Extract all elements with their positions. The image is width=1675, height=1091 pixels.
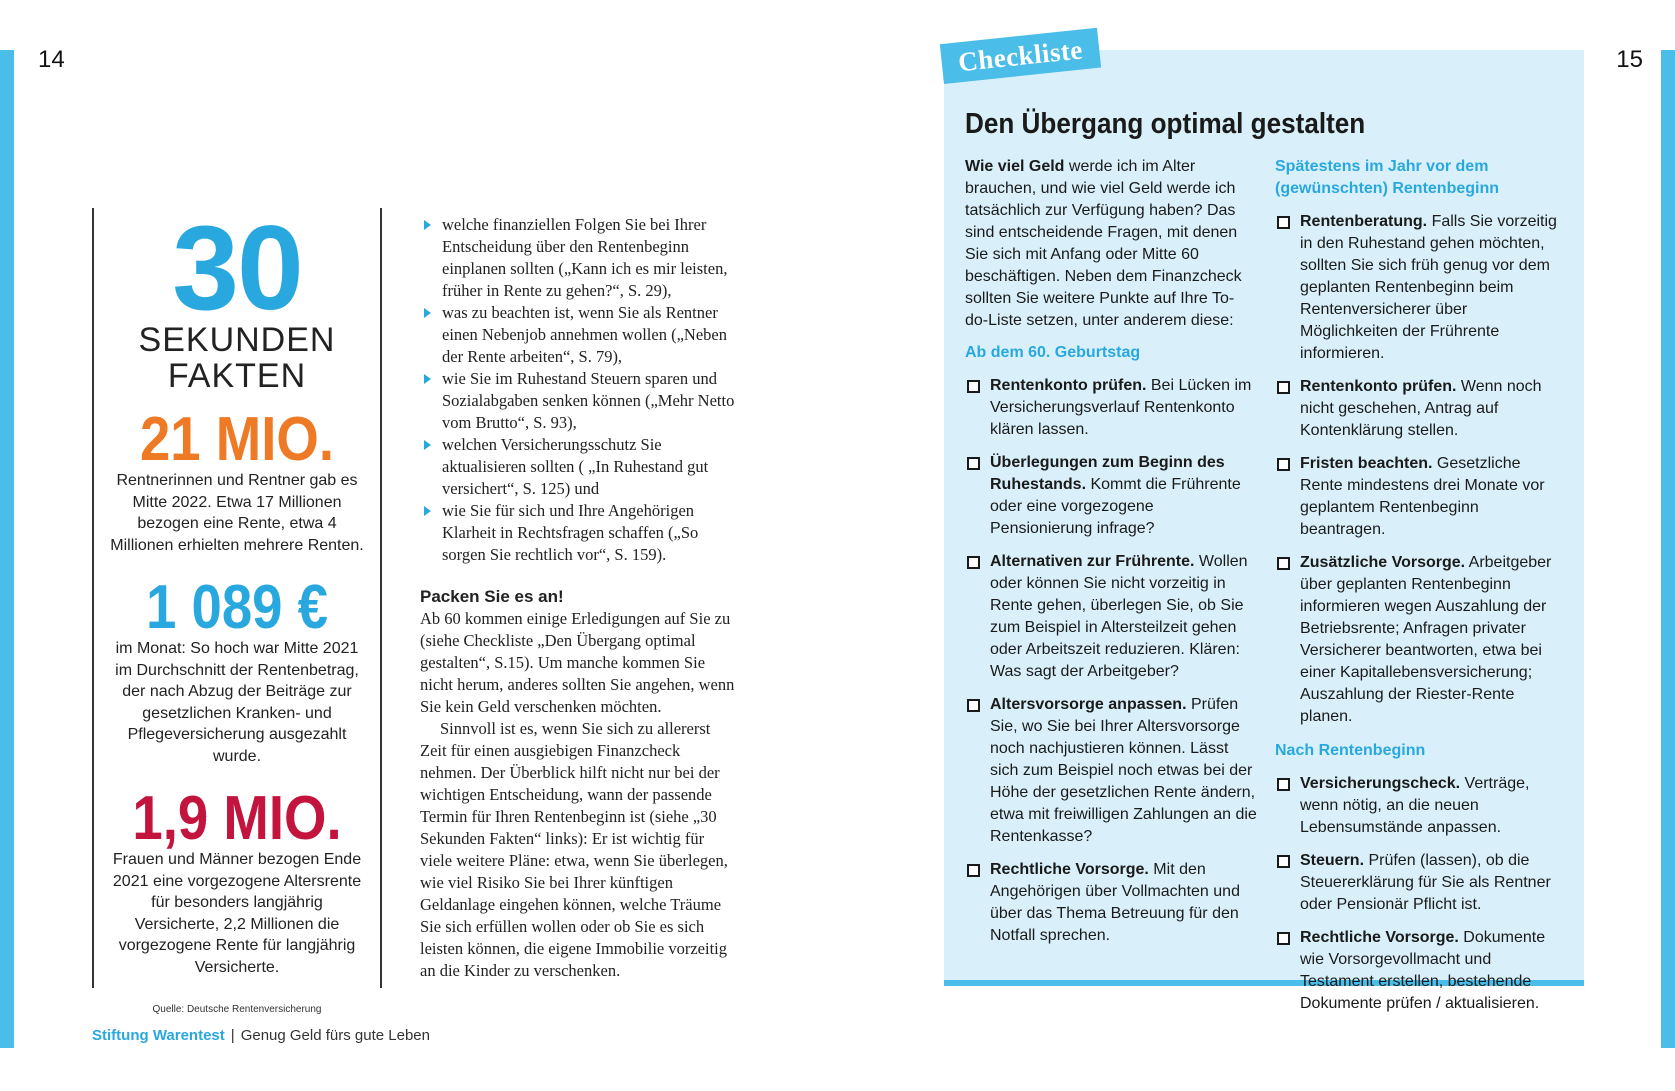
footer-brand: Stiftung Warentest xyxy=(92,1027,225,1044)
checklist-item: Rentenkonto prüfen. Bei Lücken im Versicherungsverlauf Rentenkonto klären lassen. xyxy=(965,375,1257,441)
page-number-right: 15 xyxy=(1616,46,1643,73)
checklist-item: Versicherungscheck. Verträge, wenn nötig, an die neuen Lebensumstände anpassen. xyxy=(1275,773,1565,839)
checkbox-icon xyxy=(1277,458,1290,471)
fact1-value: 21 MIO. xyxy=(139,405,335,474)
fact1-text: Rentnerinnen und Rentner gab es Mitte 2022. Etwa 17 Millionen bezogen eine Rente, etwa 4 Millionen erhielten mehrere Renten. xyxy=(110,472,364,554)
checkbox-icon xyxy=(1277,216,1290,229)
checklist-column-1 xyxy=(965,156,1257,947)
fact3-value: 1,9 MIO. xyxy=(132,784,342,853)
fact2-value: 1 089 € xyxy=(145,573,329,642)
paragraph-1: Ab 60 kommen einige Erledigungen auf Sie zu (siehe Checkliste „Den Übergang optimal gestalten“, S.15). Um manche kommen Sie nicht herum, anderes sollten Sie angehen, wenn Sie kein Geld verschenken möchten. xyxy=(420,609,735,716)
page-number-left: 14 xyxy=(38,46,65,73)
checklist-item: Rentenberatung. Falls Sie vorzeitig in den Ruhestand gehen möchten, sollten Sie sich früh genug vor dem geplanten Rentenbeginn beim Rentenversicherer über Möglichkeiten der Frührente informieren. xyxy=(1275,211,1565,365)
triangle-bullet-icon xyxy=(424,220,431,230)
list-item: welchen Versicherungsschutz Sie aktualisieren sollten ( „In Ruhestand gut versichert“, S. 125) und xyxy=(420,434,738,500)
checklist-intro: Wie viel Geld werde ich im Alter brauchen, und wie viel Geld werde ich tatsächlich zur Verfügung haben? Das sind entscheidende Fragen, mit denen Sie sich mit Anfang oder Mitte 60 beschäftigen. Neben dem Finanzcheck sollten Sie weitere Punkte auf Ihre To-do-Liste setzen, unter anderem diese: xyxy=(965,158,1242,329)
triangle-bullet-icon xyxy=(424,440,431,450)
checkbox-icon xyxy=(967,556,980,569)
fact3-text: Frauen und Männer bezogen Ende 2021 eine vorgezogene Altersrente für besonders langjährig Versicherte, 2,2 Millionen die vorgezogene Rente für langjährig Versicherte. xyxy=(112,851,362,976)
facts-heading-line1: SEKUNDEN xyxy=(138,321,336,359)
checklist-section-heading: Nach Rentenbeginn xyxy=(1275,742,1426,759)
checklist-item: Rechtliche Vorsorge. Dokumente wie Vorsorgevollmacht und Testament erstellen, bestehende Dokumente prüfen / aktualisieren. xyxy=(1275,927,1565,1015)
bullet-list xyxy=(420,214,738,566)
footer-separator: | xyxy=(230,1027,235,1044)
checkbox-icon xyxy=(1277,855,1290,868)
right-edge-bar xyxy=(1661,50,1675,1048)
facts-big-number: 30 xyxy=(172,201,302,335)
checkbox-icon xyxy=(1277,557,1290,570)
facts-heading-line2: FAKTEN xyxy=(167,357,307,395)
checklist-section-heading: Spätestens im Jahr vor dem (gewünschten) Rentenbeginn xyxy=(1275,158,1499,197)
checklist-item: Überlegungen zum Beginn des Ruhestands. Kommt die Frührente oder eine vorgezogene Pensionierung infrage? xyxy=(965,452,1257,540)
checkbox-icon xyxy=(1277,381,1290,394)
triangle-bullet-icon xyxy=(424,374,431,384)
checklist-item: Zusätzliche Vorsorge. Arbeitgeber über geplanten Rentenbeginn informieren wegen Auszahlung der Betriebsrente; Anfragen privater Versicherer beantworten, etwa bei einer Kapitallebensversicherung; Auszahlung der Riester-Rente planen. xyxy=(1275,552,1565,728)
list-item: wie Sie im Ruhestand Steuern sparen und Sozialabgaben senken können („Mehr Netto vom Brutto“, S. 93), xyxy=(420,368,738,434)
footer-book-title: Genug Geld fürs gute Leben xyxy=(240,1027,430,1044)
checklist-section-heading: Ab dem 60. Geburtstag xyxy=(965,344,1141,361)
checklist-column-2 xyxy=(1275,156,1565,1015)
footer xyxy=(92,1027,430,1044)
body-column xyxy=(420,214,738,982)
left-edge-bar xyxy=(0,50,14,1048)
checkbox-icon xyxy=(967,864,980,877)
facts-box xyxy=(92,201,382,1015)
checklist-item: Rentenkonto prüfen. Wenn noch nicht geschehen, Antrag auf Kontenklärung stellen. xyxy=(1275,376,1565,442)
checkbox-icon xyxy=(1277,932,1290,945)
checkbox-icon xyxy=(967,380,980,393)
checklist-item: Fristen beachten. Gesetzliche Rente mindestens drei Monate vor geplantem Rentenbeginn beantragen. xyxy=(1275,453,1565,541)
checkbox-icon xyxy=(967,457,980,470)
checklist-item: Altersvorsorge anpassen. Prüfen Sie, wo Sie bei Ihrer Altersvorsorge noch nachjustieren können. Lässt sich zum Beispiel noch etwas bei der Höhe der gesetzlichen Rente ändern, etwa mit freiwilligen Zahlungen an die Rentenkasse? xyxy=(965,694,1257,848)
paragraph-2: Sinnvoll ist es, wenn Sie sich zu allererst Zeit für einen ausgiebigen Finanzcheck nehmen. Der Überblick hilft nicht nur bei der wichtigen Entscheidung, wann der passende Termin für Ihren Rentenbeginn ist (siehe „30 Sekunden Fakten“ links): Er ist wichtig für viele weitere Pläne: etwa, wenn Sie überlegen, wie viel Risiko Sie bei Ihrer künftigen Geldanlage eingehen können, welche Träume Sie sich erfüllen wollen oder ob Sie es sich leisten können, die eigene Immobilie vorzeitig an die Kinder zu verschenken. xyxy=(420,719,728,980)
section-heading: Packen Sie es an! xyxy=(420,587,564,606)
checklist-item: Alternativen zur Frührente. Wollen oder können Sie nicht vorzeitig in Rente gehen, überlegen Sie, ob Sie zum Beispiel in Altersteilzeit gehen oder Arbeitszeit reduzieren. Klären: Was sagt der Arbeitgeber? xyxy=(965,551,1257,683)
triangle-bullet-icon xyxy=(424,506,431,516)
checkbox-icon xyxy=(1277,778,1290,791)
fact2-text: im Monat: So hoch war Mitte 2021 im Durchschnitt der Rentenbetrag, der nach Abzug der Beiträge zur gesetzlichen Kranken- und Pflegeversicherung ausgezahlt wurde. xyxy=(115,640,359,765)
list-item: welche finanziellen Folgen Sie bei Ihrer Entscheidung über den Rentenbeginn einplanen sollten („Kann ich es mir leisten, früher in Rente zu gehen?“, S. 29), xyxy=(420,214,738,302)
list-item: was zu beachten ist, wenn Sie als Rentner einen Nebenjob annehmen wollen („Neben der Rente arbeiten“, S. 79), xyxy=(420,302,738,368)
checkbox-icon xyxy=(967,699,980,712)
checklist-title: Den Übergang optimal gestalten xyxy=(965,108,1366,140)
list-item: wie Sie für sich und Ihre Angehörigen Klarheit in Rechtsfragen schaffen („So sorgen Sie rechtlich vor“, S. 159). xyxy=(420,500,738,566)
facts-source: Quelle: Deutsche Rentenversicherung xyxy=(152,1004,322,1015)
checklist-item: Rechtliche Vorsorge. Mit den Angehörigen über Vollmachten und über das Thema Betreuung für den Notfall sprechen. xyxy=(965,859,1257,947)
checklist-badge: Checkliste xyxy=(940,28,1101,84)
checklist-item: Steuern. Prüfen (lassen), ob die Steuererklärung für Sie als Rentner oder Pensionär Pflicht ist. xyxy=(1275,850,1565,916)
triangle-bullet-icon xyxy=(424,308,431,318)
